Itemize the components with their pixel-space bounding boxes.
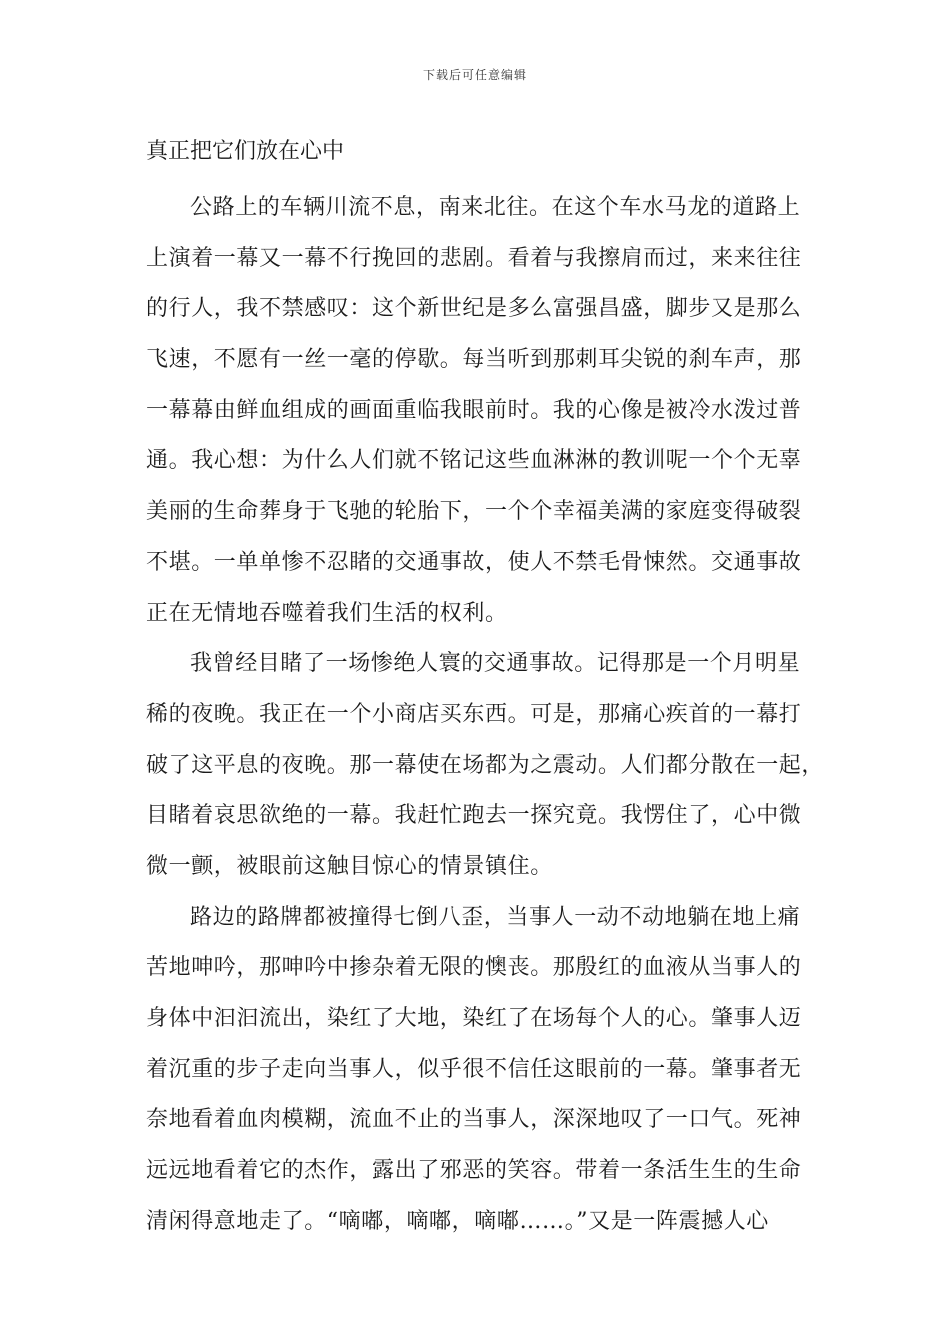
paragraph-line: 美丽的生命葬身于飞驰的轮胎下，一个个幸福美满的家庭变得破裂 (146, 499, 802, 525)
paragraph-line: 的行人，我不禁感叹：这个新世纪是多么富强昌盛，脚步又是那么 (146, 296, 802, 322)
paragraph-3 (146, 893, 806, 1248)
paragraph-line: 身体中汩汩流出，染红了大地，染红了在场每个人的心。肇事人迈 (146, 1006, 802, 1031)
paragraph-line: 远远地看着它的杰作，露出了邪恶的笑容。带着一条活生生的生命 (146, 1158, 802, 1184)
paragraph-line: 路边的路牌都被撞得七倒八歪，当事人一动不动地躺在地上痛 (190, 904, 801, 930)
document-title: 真正把它们放在心中 (146, 139, 345, 164)
paragraph-2 (146, 639, 825, 892)
paragraph-1 (146, 183, 806, 639)
paragraph-line: 清闲得意地走了。“嘀嘟，嘀嘟，嘀嘟……。”又是一阵震撼人心 (146, 1208, 769, 1234)
paragraph-line: 上演着一幕又一幕不行挽回的悲剧。看着与我擦肩而过，来来往往 (146, 245, 802, 271)
paragraph-line: 微一颤，被眼前这触目惊心的情景镇住。 (146, 853, 553, 879)
paragraph-line: 奈地看着血肉模糊，流血不止的当事人，深深地叹了一口气。死神 (146, 1107, 802, 1133)
paragraph-line: 破了这平息的夜晚。那一幕使在场都为之震动。人们都分散在一起， (146, 752, 825, 778)
paragraph-line: 飞速，不愿有一丝一毫的停歇。每当听到那刺耳尖锐的刹车声，那 (146, 347, 802, 373)
paragraph-line: 公路上的车辆川流不息，南来北往。在这个车水马龙的道路上 (190, 195, 801, 220)
paragraph-line: 正在无情地吞噬着我们生活的权利。 (146, 600, 508, 626)
paragraph-line: 通。我心想：为什么人们就不铭记这些血淋淋的教训呢一个个无辜 (146, 448, 802, 474)
paragraph-line: 不堪。一单单惨不忍睹的交通事故，使人不禁毛骨悚然。交通事故 (146, 549, 802, 575)
paragraph-line: 目睹着哀思欲绝的一幕。我赶忙跑去一探究竟。我愣住了，心中微 (146, 803, 802, 829)
header-note: 下载后可任意编辑 (422, 68, 527, 82)
document-body (146, 128, 825, 1247)
paragraph-line: 苦地呻吟，那呻吟中掺杂着无限的懊丧。那殷红的血液从当事人的 (146, 955, 802, 981)
paragraph-line: 一幕幕由鲜血组成的画面重临我眼前时。我的心像是被冷水泼过普 (146, 397, 802, 423)
paragraph-line: 着沉重的步子走向当事人，似乎很不信任这眼前的一幕。肇事者无 (146, 1056, 802, 1082)
paragraph-line: 我曾经目睹了一场惨绝人寰的交通事故。记得那是一个月明星 (190, 651, 801, 677)
paragraph-line: 稀的夜晚。我正在一个小商店买东西。可是，那痛心疾首的一幕打 (146, 701, 802, 727)
